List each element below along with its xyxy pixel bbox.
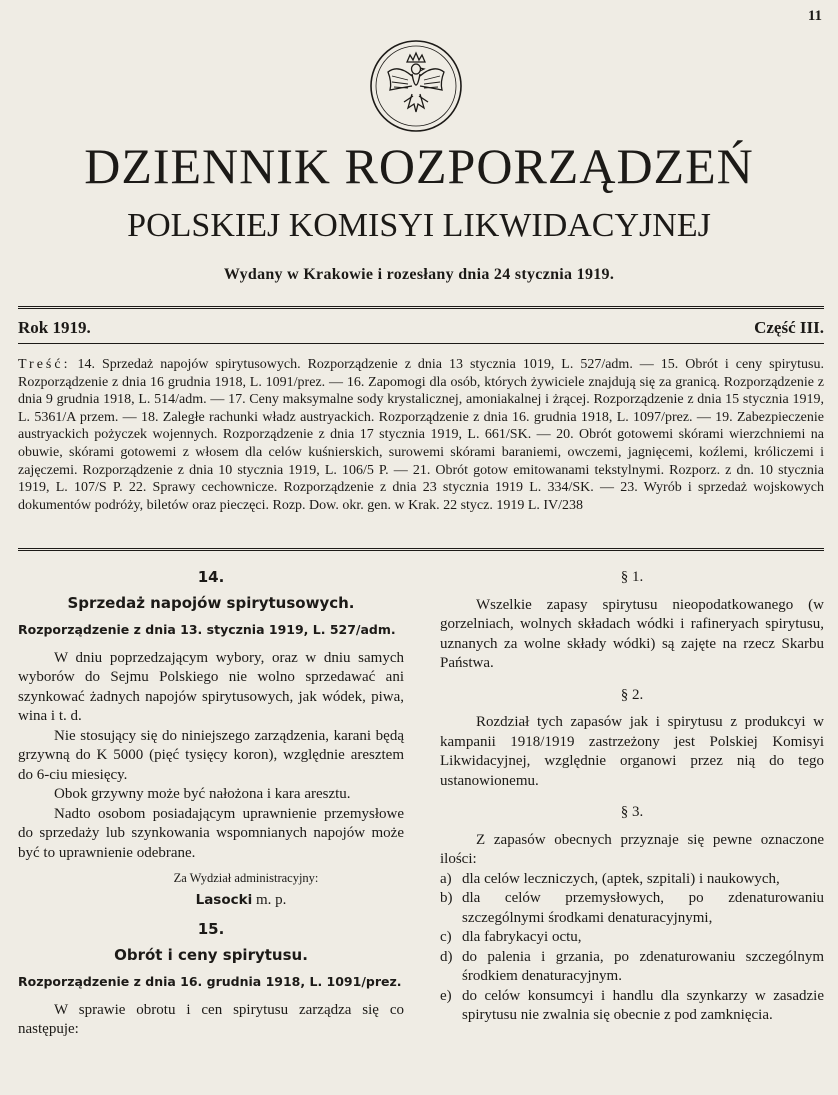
section-title: Obrót i ceny spirytusu. xyxy=(114,945,308,964)
polish-eagle-emblem-icon xyxy=(368,38,464,134)
section-title: Sprzedaż napojów spirytusowych. xyxy=(67,593,355,612)
decree-line: Rozporządzenie z dnia 16. grudnia 1918, L. 1091/prez. xyxy=(18,974,402,989)
section-number: 14. xyxy=(197,568,225,586)
paragraph-heading: § 2. xyxy=(620,686,644,703)
list-item xyxy=(440,928,824,948)
list-label: c) xyxy=(440,929,452,945)
year-row xyxy=(18,318,824,340)
list-text: dla celów leczniczych, (aptek, szpitali) i naukowych, xyxy=(462,870,780,887)
left-column xyxy=(18,568,404,1040)
decree-line: Rozporządzenie z dnia 13. stycznia 1919, L. 527/adm. xyxy=(18,622,396,637)
part-label: Część III. xyxy=(754,318,824,337)
contents-rule xyxy=(18,548,824,551)
list-item xyxy=(440,870,824,890)
header-rule xyxy=(18,306,824,309)
list-label: d) xyxy=(440,948,453,965)
paragraph: Nadto osobom posiadającym uprawnienie przemysłowe do sprzedaży lub szynkowania wspomnianych napojów może być to uprawnienie odebrane. xyxy=(18,805,404,861)
paragraph: W dniu poprzedzającym wybory, oraz w dniu samych wyborów do Sejmu Polskiego nie wolno sprzedawać ani szynkować żadnych napojów spirytusowych, jak wódek, piwa, wina i t. d. xyxy=(18,649,404,724)
paragraph: Obok grzywny może być nałożona i kara aresztu. xyxy=(54,786,351,802)
paragraph: W sprawie obrotu i cen spirytusu zarządza się co następuje: xyxy=(18,1001,404,1037)
list-item xyxy=(440,889,824,928)
year-label: Rok 1919. xyxy=(18,318,91,337)
signature xyxy=(18,891,404,911)
table-of-contents xyxy=(18,356,824,514)
paragraph: Wszelkie zapasy spirytusu nieopodatkowanego (w gorzelniach, wolnych składach wódki i rafineryach spirytusu, uznanych za wolne składy wódki) są zajęte na rzecz Skarbu Państwa. xyxy=(440,596,824,671)
paragraph: Z zapasów obecnych przyznaje się pewne oznaczone ilości: xyxy=(440,831,824,867)
list-label: b) xyxy=(440,890,453,906)
journal-title: DZIENNIK ROZPORZĄDZEŃ xyxy=(84,138,754,194)
list-item xyxy=(440,987,824,1026)
contents-text: 14. Sprzedaż napojów spirytusowych. Rozporządzenie z dnia 13 stycznia 1019, L. 527/adm. — 15. Obrót i ceny spirytusu. Rozporządzenie z dnia 16 grudnia 1918, L. 1091/prez. — 16. Zapomogi dla osób, których żywiciele znajdują się za granicą. Rozporządzenie z dnia 9 grudnia 1918, L. 514/adm. — 17. Ceny maksymalne sody krystalicznej, amoniakalnej i żrącej. Rozporządzenie z dnia 15 stycznia 1919, L. 5361/A przem. — 18. Zaległe rachunki władz austryackich. Rozporządzenie z dnia 16. grudnia 1918, L. 1097/prez. — 19. Zabezpieczenie austryackich pożyczek wojennych. Rozporządzenie z dnia 17 stycznia 1919, L. 661/SK. — 20. Obrót gotowemi skórami wierzchniemi na obuwie, skórami gotowemi z włosem dla celów kuśnierskich, surowemi skórami baraniemi, owczemi, jagnięcemi, koźlemi, króliczemi i zajęczemi. Rozporządzenie z dnia 10 stycznia 1919, L. 106/5 P. — 21. Obrót gotow emitowanami tekstylnymi. Rozporz. z dn. 10 stycznia 1919, L. 107/S P. 22. Sprawy cechownicze. Rozporządzenie z dnia 23 stycznia 1919 L. 334/SK. — 23. Wyrób i sprzedaż wojskowych dokumentów podróży, biletów oraz pieczęci. Rozp. Dow. okr. gen. w Krak. 22 stycz. 1919 L. IV/238 xyxy=(18,357,825,513)
list-text: dla celów przemysłowych, po zdenaturowaniu szczególnymi środkami denaturacyjnymi, xyxy=(462,890,824,926)
list-text: dla fabrykacyi octu, xyxy=(462,929,582,945)
paragraph-heading: § 1. xyxy=(620,569,644,585)
paragraph-heading: § 3. xyxy=(620,804,644,820)
list-text: do palenia i grzania, po zdenaturowaniu szczególnym środkiem denaturacyjnym. xyxy=(462,948,824,984)
journal-subtitle: POLSKIEJ KOMISYI LIKWIDACYJNEJ xyxy=(127,207,711,244)
year-rule xyxy=(18,343,824,344)
section-number: 15. xyxy=(197,920,225,938)
signature-office: Za Wydział administracyjny: xyxy=(173,871,319,885)
list-label: e) xyxy=(440,987,452,1004)
issue-line: Wydany w Krakowie i rozesłany dnia 24 stycznia 1919. xyxy=(223,266,615,283)
right-column xyxy=(440,568,824,1026)
list-item xyxy=(440,948,824,987)
signature-suffix: m. p. xyxy=(252,891,287,908)
page-number: 11 xyxy=(807,8,822,24)
list-text: do celów konsumcyi i handlu dla szynkarzy w zasadzie spirytusu nie zwalnia się obecnie z pod zamknięcia. xyxy=(462,987,824,1023)
contents-lead: Treść: xyxy=(18,357,71,372)
paragraph: Rozdział tych zapasów jak i spirytusu z produkcyi w kampanii 1918/1919 zastrzeżony jest Polskiej Komisyi Likwidacyjnej, względnie organowi przez nią do tego ustanowionemu. xyxy=(440,714,824,789)
allocation-list xyxy=(440,870,824,1026)
paragraph: Nie stosujący się do niniejszego zarządzenia, karani będą grzywną do K 5000 (pięć tysięcy koron), względnie aresztem do 6-ciu miesięcy. xyxy=(18,727,404,783)
list-label: a) xyxy=(440,870,452,887)
signature-name: Lasocki xyxy=(195,891,253,908)
